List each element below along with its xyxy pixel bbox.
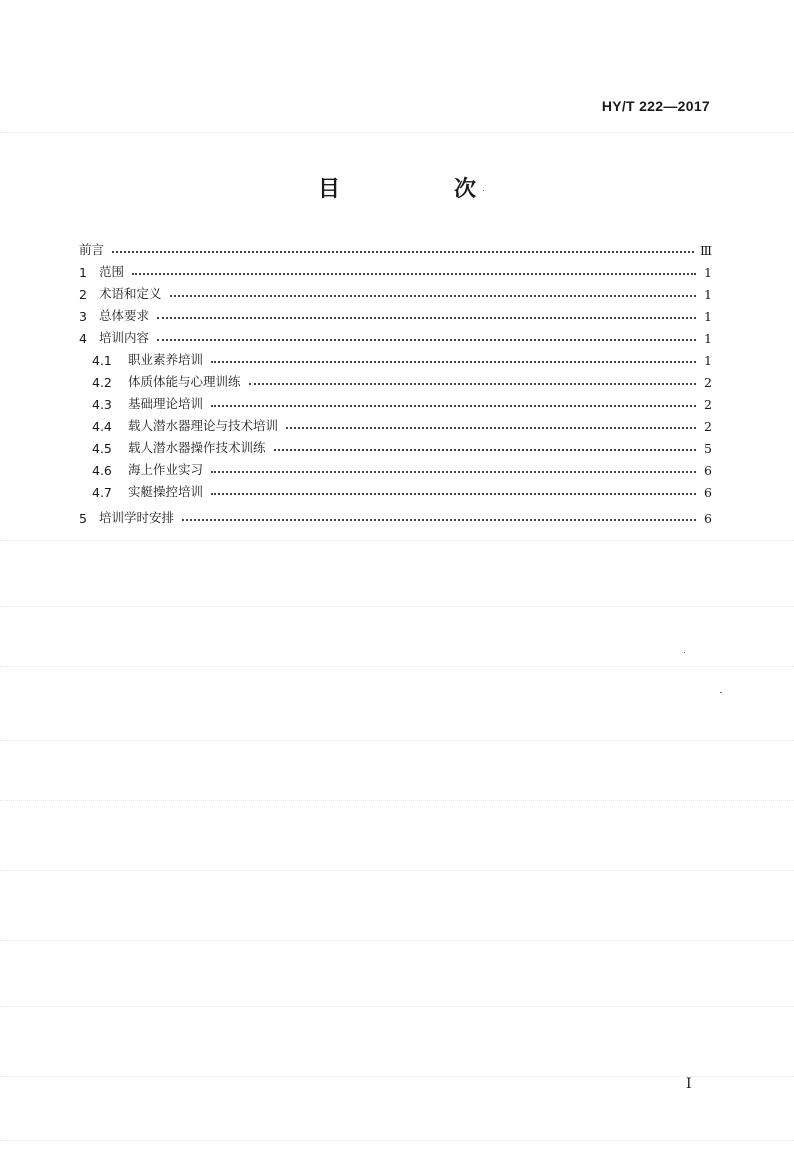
toc-entry bbox=[79, 412, 712, 434]
toc-entry bbox=[79, 324, 712, 346]
toc-entry-number: 5 bbox=[79, 511, 87, 526]
dot-leader bbox=[132, 273, 696, 275]
toc-entry bbox=[79, 456, 712, 478]
toc-entry-label: 载人潜水器理论与技术培训 bbox=[128, 418, 279, 433]
toc-entry bbox=[79, 302, 712, 324]
dot-leader bbox=[211, 405, 696, 407]
page-number: I bbox=[686, 1076, 692, 1092]
toc-entry bbox=[79, 434, 712, 456]
toc-entry bbox=[79, 478, 712, 500]
scan-line bbox=[0, 1140, 794, 1141]
scan-line bbox=[0, 540, 794, 541]
scan-line bbox=[0, 800, 794, 801]
toc-entry-label: 载人潜水器操作技术训练 bbox=[128, 440, 266, 455]
toc-entry-label: 实艇操控培训 bbox=[128, 484, 204, 499]
toc-entry-number: 4.6 bbox=[92, 463, 112, 478]
dot-leader bbox=[211, 361, 696, 363]
toc-entry-page: 1 bbox=[704, 353, 712, 368]
toc-entry bbox=[79, 390, 712, 412]
toc-entry-label: 总体要求 bbox=[99, 308, 150, 323]
toc-entry-page: 6 bbox=[704, 485, 712, 500]
scan-line bbox=[0, 940, 794, 941]
toc-entry-number: 1 bbox=[79, 265, 87, 280]
toc-entry-label: 培训内容 bbox=[99, 330, 150, 345]
toc-entry bbox=[79, 236, 712, 258]
dot-leader bbox=[286, 427, 696, 429]
dot-leader bbox=[182, 519, 696, 521]
toc-entry-page: 1 bbox=[704, 331, 712, 346]
toc-entry bbox=[79, 504, 712, 526]
table-of-contents bbox=[79, 236, 712, 526]
toc-entry bbox=[79, 346, 712, 368]
toc-entry-page: 1 bbox=[704, 265, 712, 280]
toc-entry-number: 4.2 bbox=[92, 375, 112, 390]
dot-leader bbox=[211, 493, 696, 495]
toc-entry-number: 4.1 bbox=[92, 353, 112, 368]
toc-entry bbox=[79, 280, 712, 302]
toc-entry-label: 前言 bbox=[79, 242, 105, 257]
toc-entry-number: 4.3 bbox=[92, 397, 112, 412]
page-title: 目 次 bbox=[317, 177, 522, 202]
toc-entry-page: Ⅲ bbox=[699, 243, 712, 258]
toc-entry-number: 3 bbox=[79, 309, 87, 324]
toc-entry-page: 2 bbox=[704, 375, 712, 390]
toc-entry-number: 4 bbox=[79, 331, 87, 346]
toc-entry-label: 基础理论培训 bbox=[128, 396, 204, 411]
toc-entry-page: 1 bbox=[704, 287, 712, 302]
scan-speck bbox=[684, 652, 685, 653]
dot-leader bbox=[170, 295, 696, 297]
toc-entry-label: 体质体能与心理训练 bbox=[128, 374, 241, 389]
toc-entry-label: 范围 bbox=[99, 264, 125, 279]
standard-code: HY/T 222—2017 bbox=[601, 98, 710, 114]
toc-entry bbox=[79, 368, 712, 390]
scan-line bbox=[0, 132, 794, 133]
toc-entry-page: 5 bbox=[704, 441, 712, 456]
toc-entry-page: 6 bbox=[704, 463, 712, 478]
scan-line bbox=[0, 1076, 794, 1077]
scan-line bbox=[0, 606, 794, 607]
toc-entry-label: 职业素养培训 bbox=[128, 352, 204, 367]
toc-entry-label: 海上作业实习 bbox=[128, 462, 204, 477]
scan-line bbox=[0, 870, 794, 871]
dot-leader bbox=[157, 339, 696, 341]
dot-leader bbox=[274, 449, 696, 451]
toc-entry-number: 2 bbox=[79, 287, 87, 302]
toc-entry-page: 1 bbox=[704, 309, 712, 324]
toc-entry-number: 4.7 bbox=[92, 485, 112, 500]
dot-leader bbox=[112, 251, 694, 253]
toc-entry-label: 培训学时安排 bbox=[99, 510, 175, 525]
toc-entry-number: 4.4 bbox=[92, 419, 112, 434]
scan-line bbox=[0, 740, 794, 741]
toc-entry-page: 2 bbox=[704, 419, 712, 434]
scan-speck bbox=[720, 692, 722, 693]
toc-entry-label: 术语和定义 bbox=[99, 286, 162, 301]
scan-line bbox=[0, 1006, 794, 1007]
dot-leader bbox=[249, 383, 696, 385]
dot-leader bbox=[211, 471, 696, 473]
toc-entry bbox=[79, 258, 712, 280]
toc-entry-page: 6 bbox=[704, 511, 712, 526]
scan-line bbox=[0, 666, 794, 667]
toc-entry-page: 2 bbox=[704, 397, 712, 412]
dot-leader bbox=[157, 317, 696, 319]
toc-entry-number: 4.5 bbox=[92, 441, 112, 456]
